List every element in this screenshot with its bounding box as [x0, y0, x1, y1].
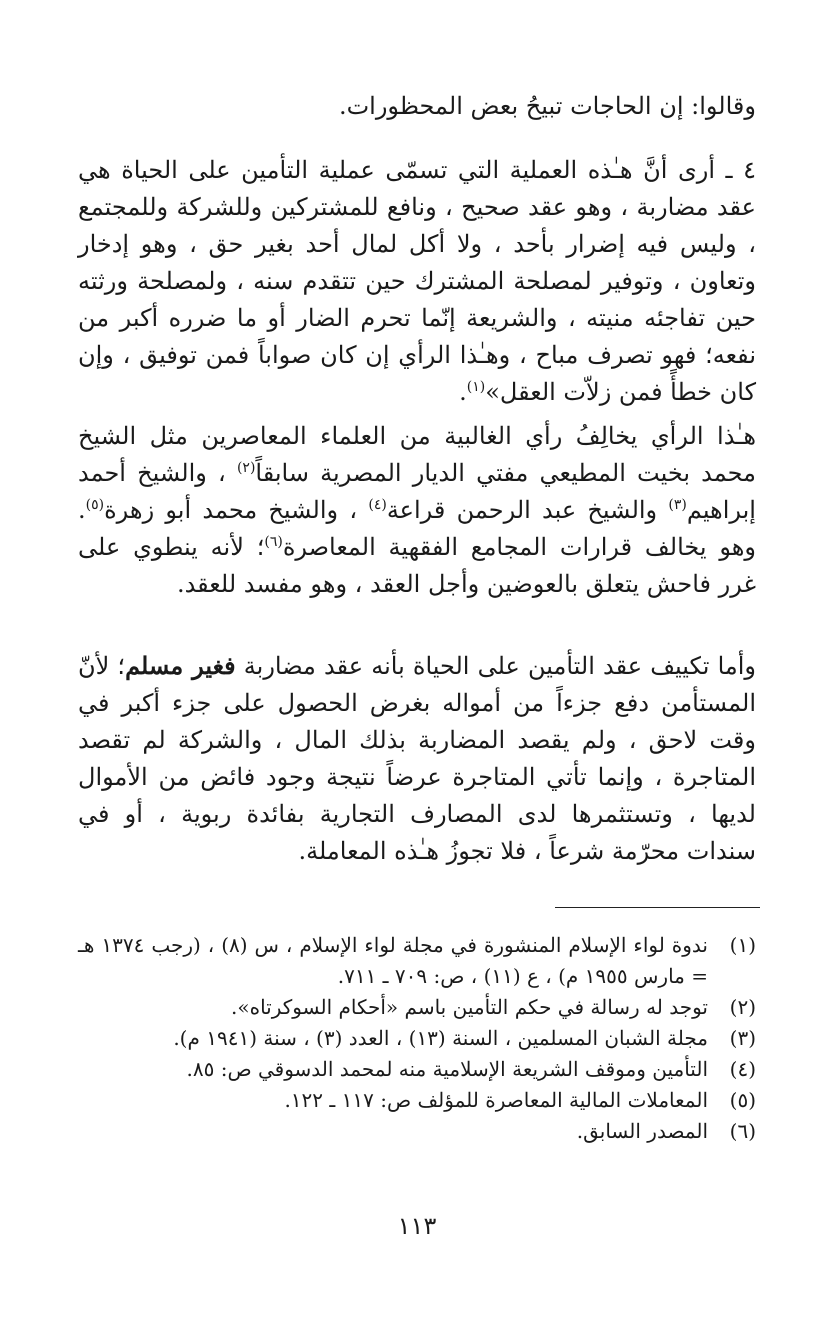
footnotes — [78, 930, 756, 1147]
paragraph-3-text-c: والشيخ عبد الرحمن قراعة — [386, 496, 658, 524]
paragraph-2-text: ٤ ـ أرى أنَّ هـٰذه العملية التي تسمّى عملية التأمين على الحياة هي عقد مضاربة ، وهو عقد صحيح ، ونافع للمشتركين وللشركة وللمجتمع ، وليس فيه إضرار بأحد ، ولا أكل لمال أحد بغير حق ، وهو إدخار وتعاون ، وتوفير لمصلحة المشترك حين تتقدم سنه ، ولمصلحة ورثته حين تفاجئه منيته ، والشريعة إنّما تحرم الضار أو ما ضرره أكبر من نفعه؛ فهو تصرف مباح ، وهـٰذا الرأي إن كان صواباً فمن توفيق ، وإن كان خطأً فمن زلاّت العقل» — [78, 156, 756, 406]
paragraph-3-text-a: هـٰذا الرأي يخالِفُ رأي الغالبية من العلماء المعاصرين مثل الشيخ محمد بخيت المطيعي مفتي الديار المصرية سابقاً — [78, 422, 756, 487]
footnote-number: (٤) — [729, 1057, 756, 1081]
paragraph-3 — [78, 418, 756, 603]
footnote-ref-6: (٦) — [264, 534, 283, 550]
footnote-divider — [555, 907, 760, 908]
paragraph-3-text-f: ؛ لأنه ينطوي على غرر فاحش يتعلق بالعوضين وأجل العقد ، وهو مفسد للعقد. — [78, 533, 756, 598]
footnote-text: المعاملات المالية المعاصرة للمؤلف ص: ١١٧ ـ ١٢٢. — [284, 1088, 708, 1112]
paragraph-4 — [78, 647, 756, 870]
footnote-5 — [78, 1085, 756, 1116]
footnote-ref-3: (٣) — [668, 497, 687, 513]
paragraph-4-text-a: وأما تكييف عقد التأمين على الحياة بأنه عقد مضاربة — [243, 652, 757, 680]
paragraph-1-text: وقالوا: إن الحاجات تبيحُ بعض المحظورات. — [338, 92, 756, 120]
paragraph-3-text-b: ، والشيخ أحمد إبراهيم — [78, 459, 756, 524]
paragraph-3-text-d: ، والشيخ محمد أبو زهرة — [104, 496, 358, 524]
paragraph-4-bold: فغير مسلم — [125, 651, 236, 680]
footnote-ref-5: (٥) — [85, 497, 105, 513]
footnote-ref-4: (٤) — [368, 497, 387, 513]
footnote-6 — [78, 1116, 756, 1147]
footnote-number: (٢) — [729, 995, 756, 1019]
footnote-text: المصدر السابق. — [576, 1119, 708, 1143]
paragraph-2 — [78, 152, 756, 411]
footnote-ref-1: (١) — [466, 379, 486, 395]
footnote-number: (٥) — [729, 1088, 756, 1112]
page-number: ١١٣ — [397, 1212, 437, 1240]
footnote-number: (١) — [729, 933, 756, 957]
footnote-text: توجد له رسالة في حكم التأمين باسم «أحكام السوكرتاه». — [231, 995, 708, 1019]
footnote-number: (٣) — [729, 1026, 756, 1050]
footnote-text: التأمين وموقف الشريعة الإسلامية منه لمحمد الدسوقي ص: ٨٥. — [186, 1057, 708, 1081]
footnote-text: ندوة لواء الإسلام المنشورة في مجلة لواء الإسلام ، س (٨) ، (رجب ١٣٧٤ هـ = مارس ١٩٥٥ م) ، ع (١١) ، ص: ٧٠٩ ـ ٧١١. — [78, 933, 708, 988]
footnote-3 — [78, 1023, 756, 1054]
paragraph-2-end: . — [459, 378, 467, 406]
footnote-2 — [78, 992, 756, 1023]
paragraph-3-text-e: . وهو يخالف قرارات المجامع الفقهية المعاصرة — [78, 496, 757, 561]
footnote-text: مجلة الشبان المسلمين ، السنة (١٣) ، العدد (٣) ، سنة (١٩٤١ م). — [173, 1026, 708, 1050]
footnote-1 — [78, 930, 756, 992]
paragraph-1 — [78, 88, 756, 125]
paragraph-4-text-b: ؛ لأنّ المستأمن دفع جزءاً من أمواله بغرض الحصول على جزء أكبر في وقت لاحق ، ولم يقصد المضاربة بذلك المال ، والشركة لم تقصد المتاجرة ، وإنما تأتي المتاجرة عرضاً نتيجة وجود فائض من الأموال لديها ، وتستثمرها لدى المصارف التجارية بفائدة ربوية ، أو في سندات محرّمة شرعاً ، فلا تجوزُ هـٰذه المعاملة. — [78, 652, 756, 865]
footnote-number: (٦) — [729, 1119, 756, 1143]
footnote-ref-2: (٢) — [236, 460, 256, 476]
footnote-4 — [78, 1054, 756, 1085]
